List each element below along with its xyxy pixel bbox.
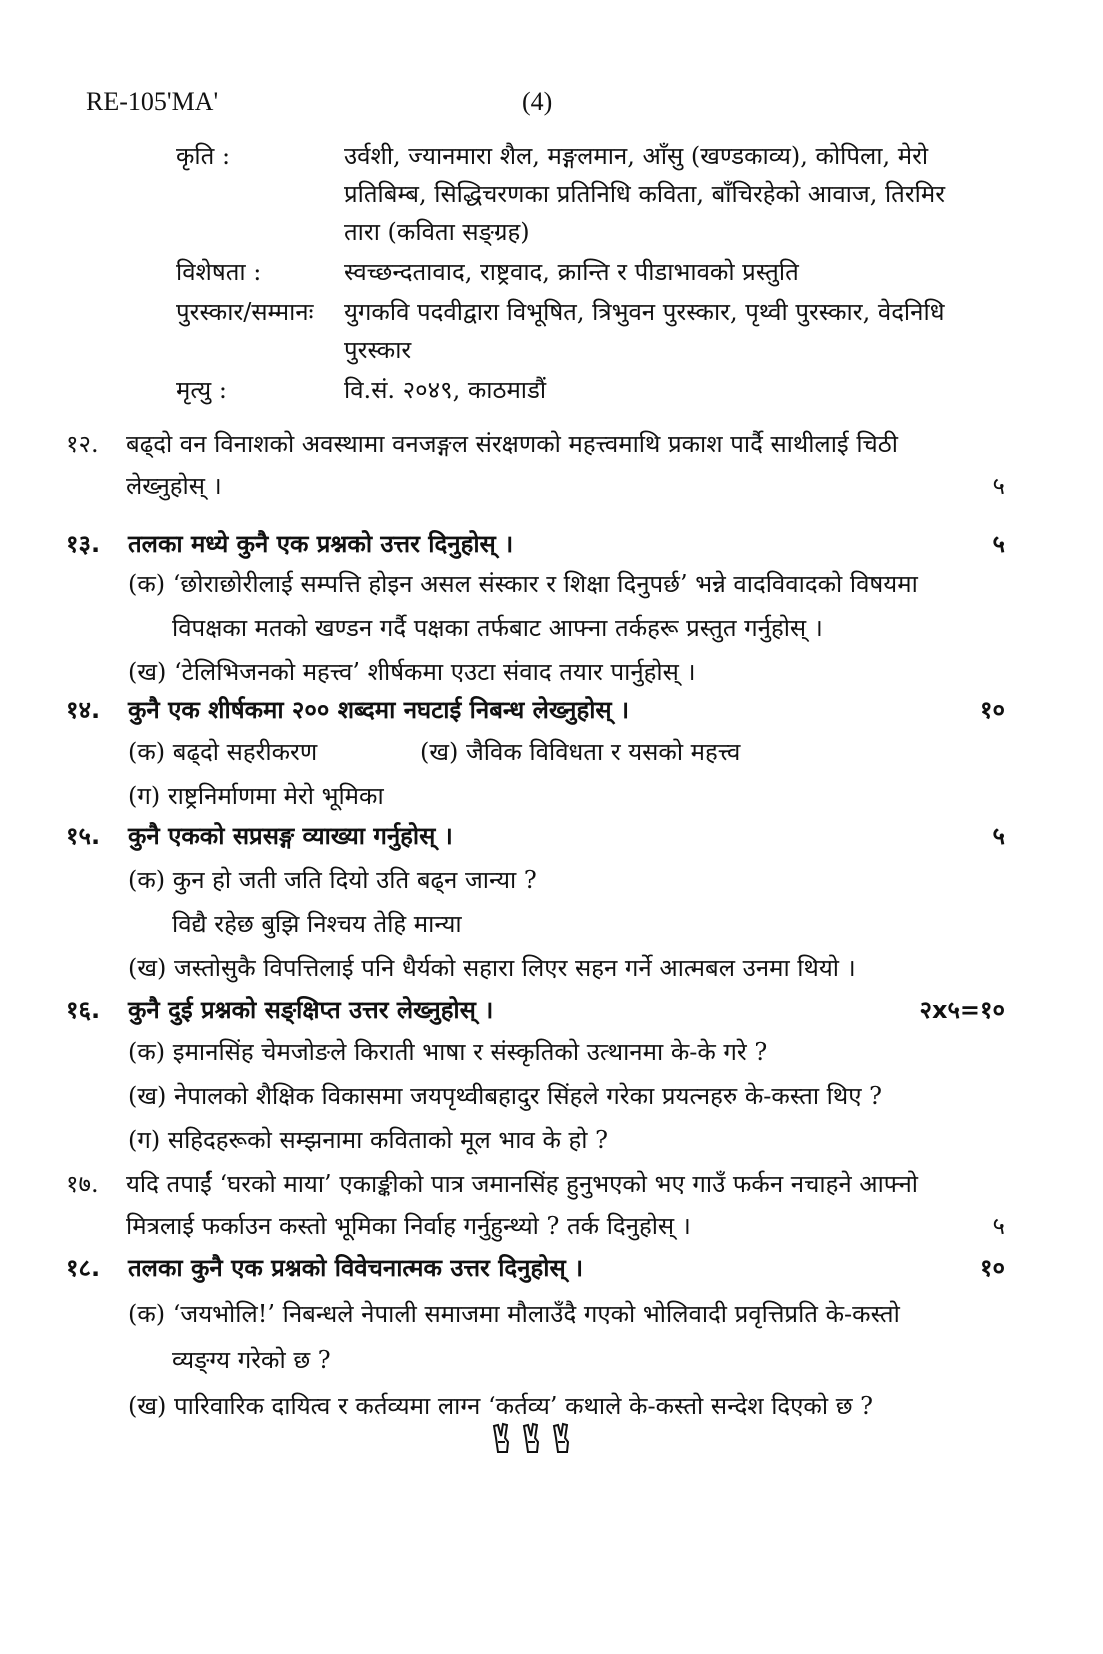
kriti-line-2: प्रतिबिम्ब, सिद्धिचरणका प्रतिनिधि कविता, बाँचिरहेको आवाज, तिरमिर	[344, 180, 946, 208]
q16-a: (क) इमानसिंह चेमजोङले किराती भाषा र संस्कृतिको उत्थानमा के-के गरे ?	[128, 1038, 768, 1066]
puraskar-line-1: युगकवि पदवीद्वारा विभूषित, त्रिभुवन पुरस्कार, पृथ्वी पुरस्कार, वेदनिधि	[344, 298, 945, 326]
q12-line-2: लेख्नुहोस् ।	[126, 472, 222, 500]
q18-number: १८.	[66, 1254, 101, 1282]
q12-number: १२.	[66, 430, 99, 458]
q15-title: कुनै एकको सप्रसङ्ग व्याख्या गर्नुहोस् ।	[128, 822, 453, 850]
q18-a-line-2: व्यङ्ग्य गरेको छ ?	[172, 1346, 331, 1374]
q14-a: (क) बढ्दो सहरीकरण	[128, 738, 318, 766]
q17-number: १७.	[66, 1170, 99, 1198]
q13-b: (ख) ‘टेलिभिजनको महत्त्व’ शीर्षकमा एउटा संवाद तयार पार्नुहोस् ।	[128, 658, 696, 686]
q13-number: १३.	[66, 530, 101, 558]
q13-title: तलका मध्ये कुनै एक प्रश्नको उत्तर दिनुहोस् ।	[128, 530, 514, 558]
q15-b: (ख) जस्तोसुकै विपत्तिलाई पनि धैर्यको सहारा लिएर सहन गर्ने आत्मबल उनमा थियो ।	[128, 954, 856, 982]
q17-marks: ५	[992, 1212, 1005, 1240]
q14-marks: १०	[980, 696, 1005, 724]
end-decoration	[490, 1422, 580, 1460]
puraskar-label: पुरस्कार/सम्मानः	[176, 298, 314, 326]
q16-title: कुनै दुई प्रश्नको सङ्क्षिप्त उत्तर लेख्नुहोस् ।	[128, 996, 494, 1024]
q14-title: कुनै एक शीर्षकमा २०० शब्दमा नघटाई निबन्ध लेख्नुहोस् ।	[128, 696, 630, 724]
mrityu-label: मृत्यु :	[176, 376, 227, 404]
victory-hand-icon	[490, 1422, 580, 1456]
kriti-label: कृति :	[176, 142, 231, 170]
q15-a-line-2: विद्यै रहेछ बुझि निश्चय तेहि मान्या	[172, 910, 462, 938]
q14-b: (ख) जैविक विविधता र यसको महत्त्व	[420, 738, 741, 766]
puraskar-line-2: पुरस्कार	[344, 336, 412, 364]
q13-a-line-2: विपक्षका मतको खण्डन गर्दै पक्षका तर्फबाट आफ्ना तर्कहरू प्रस्तुत गर्नुहोस् ।	[172, 614, 823, 642]
q17-line-1: यदि तपाईं ‘घरको माया’ एकाङ्कीको पात्र जमानसिंह हुनुभएको भए गाउँ फर्कन नचाहने आफ्नो	[126, 1170, 919, 1198]
q18-marks: १०	[980, 1254, 1005, 1282]
q12-line-1: बढ्दो वन विनाशको अवस्थामा वनजङ्गल संरक्षणको महत्त्वमाथि प्रकाश पार्दै साथीलाई चिठी	[126, 430, 898, 458]
q16-b: (ख) नेपालको शैक्षिक विकासमा जयपृथ्वीबहादुर सिंहले गरेका प्रयत्नहरु के-कस्ता थिए ?	[128, 1082, 883, 1110]
kriti-line-1: उर्वशी, ज्यानमारा शैल, मङ्गलमान, आँसु (खण्डकाव्य), कोपिला, मेरो	[344, 142, 929, 170]
paper-code: RE-105'MA'	[86, 87, 219, 116]
q12-marks: ५	[992, 472, 1005, 500]
q13-marks: ५	[992, 530, 1005, 558]
q18-title: तलका कुनै एक प्रश्नको विवेचनात्मक उत्तर दिनुहोस् ।	[128, 1254, 584, 1282]
kriti-line-3: तारा (कविता सङ्ग्रह)	[344, 218, 530, 246]
q16-number: १६.	[66, 996, 101, 1024]
visheshata-text: स्वच्छन्दतावाद, राष्ट्रवाद, क्रान्ति र पीडाभावको प्रस्तुति	[344, 258, 799, 286]
q16-marks: २x५=१०	[919, 996, 1005, 1024]
q18-a-line-1: (क) ‘जयभोलि!’ निबन्धले नेपाली समाजमा मौलाउँदै गएको भोलिवादी प्रवृत्तिप्रति के-कस्तो	[128, 1300, 900, 1328]
q15-a-line-1: (क) कुन हो जती जति दियो उति बढ्न जान्या ?	[128, 866, 537, 894]
q15-marks: ५	[992, 822, 1005, 850]
q17-line-2: मित्रलाई फर्काउन कस्तो भूमिका निर्वाह गर्नुहुन्थ्यो ? तर्क दिनुहोस् ।	[126, 1212, 691, 1240]
q15-number: १५.	[66, 822, 101, 850]
q14-c: (ग) राष्ट्रनिर्माणमा मेरो भूमिका	[128, 782, 384, 810]
visheshata-label: विशेषता :	[176, 258, 262, 286]
q14-number: १४.	[66, 696, 101, 724]
page-number: (4)	[522, 87, 553, 116]
q13-a-line-1: (क) ‘छोराछोरीलाई सम्पत्ति होइन असल संस्कार र शिक्षा दिनुपर्छ’ भन्ने वादविवादको विषयमा	[128, 570, 918, 598]
mrityu-text: वि.सं. २०४९, काठमाडौं	[344, 376, 547, 404]
q16-c: (ग) सहिदहरूको सम्झनामा कविताको मूल भाव के हो ?	[128, 1126, 608, 1154]
q18-b: (ख) पारिवारिक दायित्व र कर्तव्यमा लाग्न ‘कर्तव्य’ कथाले के-कस्तो सन्देश दिएको छ ?	[128, 1392, 874, 1420]
